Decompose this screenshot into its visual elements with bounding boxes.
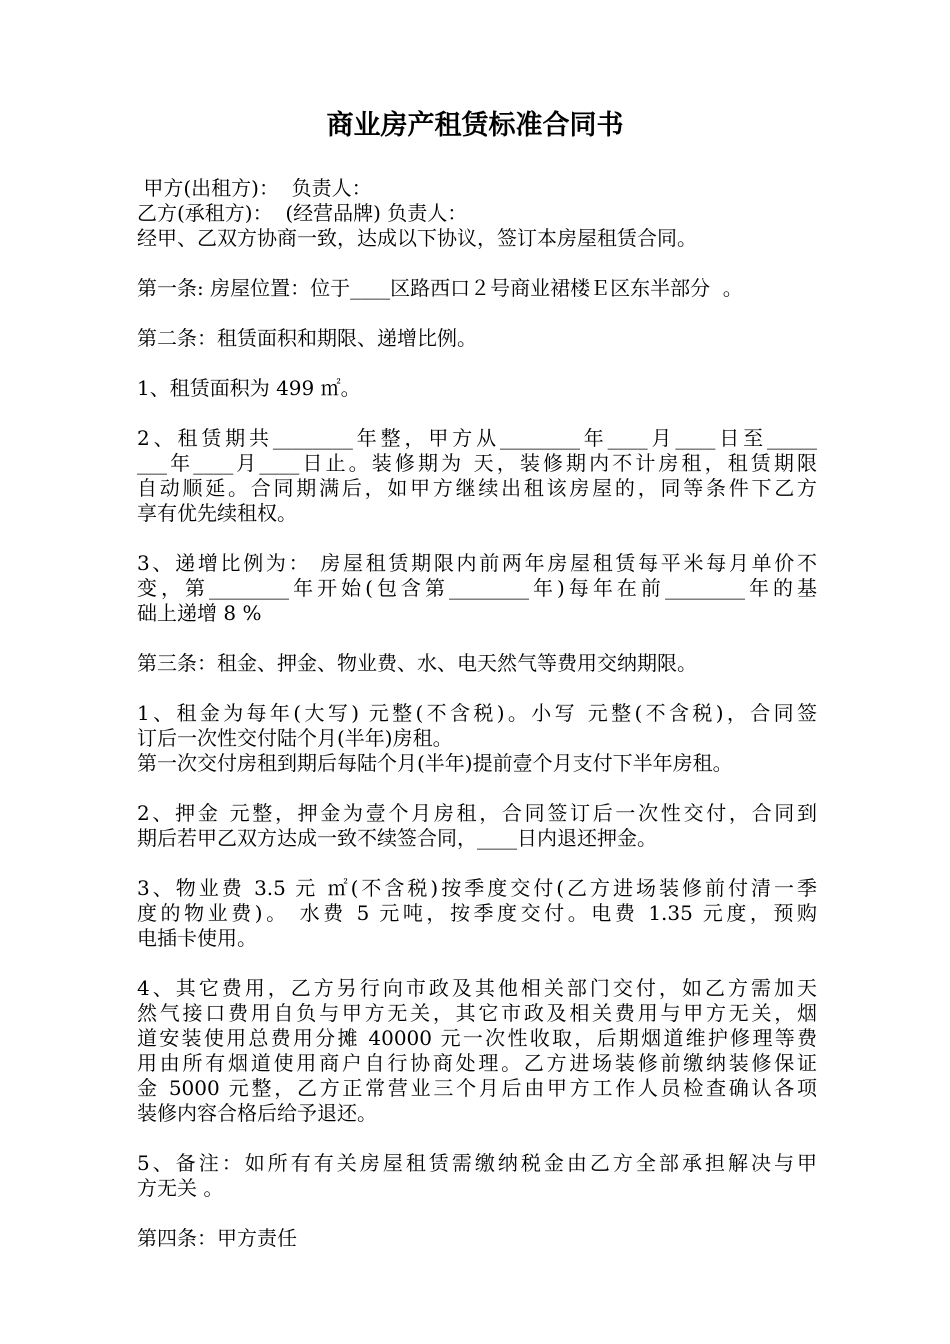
clause-2-3-line-1: 3、递增比例为： 房屋租赁期限内前两年房屋租赁每平米每月单价不 bbox=[137, 551, 817, 575]
document-title: 商业房产租赁标准合同书 bbox=[326, 110, 624, 141]
clause-3-1-line-2: 订后一次性交付陆个月(半年)房租。 bbox=[137, 726, 453, 750]
clause-3-1-line-1: 1、租金为每年(大写) 元整(不含税)。小写 元整(不含税)，合同签 bbox=[137, 701, 817, 725]
article-2-heading: 第二条：租赁面积和期限、递增比例。 bbox=[137, 326, 477, 350]
clause-2-2-line-3: 自动顺延。合同期满后，如甲方继续出租该房屋的，同等条件下乙方 bbox=[137, 476, 817, 500]
party-b-line: 乙方(承租方)： (经营品牌) 负责人： bbox=[137, 201, 468, 225]
clause-3-3-line-2: 度的物业费)。 水费 5 元吨，按季度交付。电费 1.35 元度，预购 bbox=[137, 901, 817, 925]
clause-3-4-line-4: 用由所有烟道使用商户自行协商处理。乙方进场装修前缴纳装修保证 bbox=[137, 1051, 817, 1075]
clause-3-2-line-1: 2、押金 元整，押金为壹个月房租，合同签订后一次性交付，合同到 bbox=[137, 801, 817, 825]
intro-line: 经甲、乙双方协商一致，达成以下协议，签订本房屋租赁合同。 bbox=[137, 226, 697, 250]
clause-2-2-line-2: ___年____月____日止。装修期为 天，装修期内不计房租，租赁期限 bbox=[137, 451, 817, 475]
clause-3-4-line-3: 道安装使用总费用分摊 40000 元一次性收取，后期烟道维护修理等费 bbox=[137, 1026, 817, 1050]
clause-3-3-line-3: 电插卡使用。 bbox=[137, 926, 257, 950]
article-1-line: 第一条: 房屋位置：位于____区路西口２号商业裙楼Ｅ区东半部分 。 bbox=[137, 276, 743, 300]
clause-3-4-line-5: 金 5000 元整，乙方正常营业三个月后由甲方工作人员检查确认各项 bbox=[137, 1076, 817, 1100]
clause-2-2-line-4: 享有优先续租权。 bbox=[137, 501, 297, 525]
clause-3-5-line-2: 方无关 。 bbox=[137, 1176, 224, 1200]
party-a-line: 甲方(出租方)： 负责人： bbox=[137, 176, 372, 200]
article-4-heading: 第四条：甲方责任 bbox=[137, 1226, 297, 1250]
clause-3-4-line-1: 4、其它费用，乙方另行向市政及其他相关部门交付，如乙方需加天 bbox=[137, 976, 817, 1000]
clause-3-3-line-1: 3、物业费 3.5 元 ㎡(不含税)按季度交付(乙方进场装修前付清一季 bbox=[137, 876, 817, 900]
clause-2-2-line-1: 2、租赁期共________年整，甲方从________年____月____日至_____ bbox=[137, 426, 817, 450]
clause-3-2-line-2: 期后若甲乙双方达成一致不续签合同，____日内退还押金。 bbox=[137, 826, 657, 850]
clause-3-1-line-3: 第一次交付房租到期后每陆个月(半年)提前壹个月支付下半年房租。 bbox=[137, 751, 733, 775]
article-3-heading: 第三条：租金、押金、物业费、水、电天然气等费用交纳期限。 bbox=[137, 651, 697, 675]
clause-3-4-line-2: 然气接口费用自负与甲方无关，其它市政及相关费用与甲方无关，烟 bbox=[137, 1001, 817, 1025]
clause-3-5-line-1: 5、备注：如所有有关房屋租赁需缴纳税金由乙方全部承担解决与甲 bbox=[137, 1151, 817, 1175]
clause-2-3-line-3: 础上递增 8 % bbox=[137, 601, 262, 625]
clause-2-3-line-2: 变，第________年开始(包含第________年)每年在前________年的基 bbox=[137, 576, 817, 600]
clause-3-4-line-6: 装修内容合格后给予退还。 bbox=[137, 1101, 377, 1125]
clause-2-1-line: 1、租赁面积为 499 ㎡。 bbox=[137, 376, 361, 400]
